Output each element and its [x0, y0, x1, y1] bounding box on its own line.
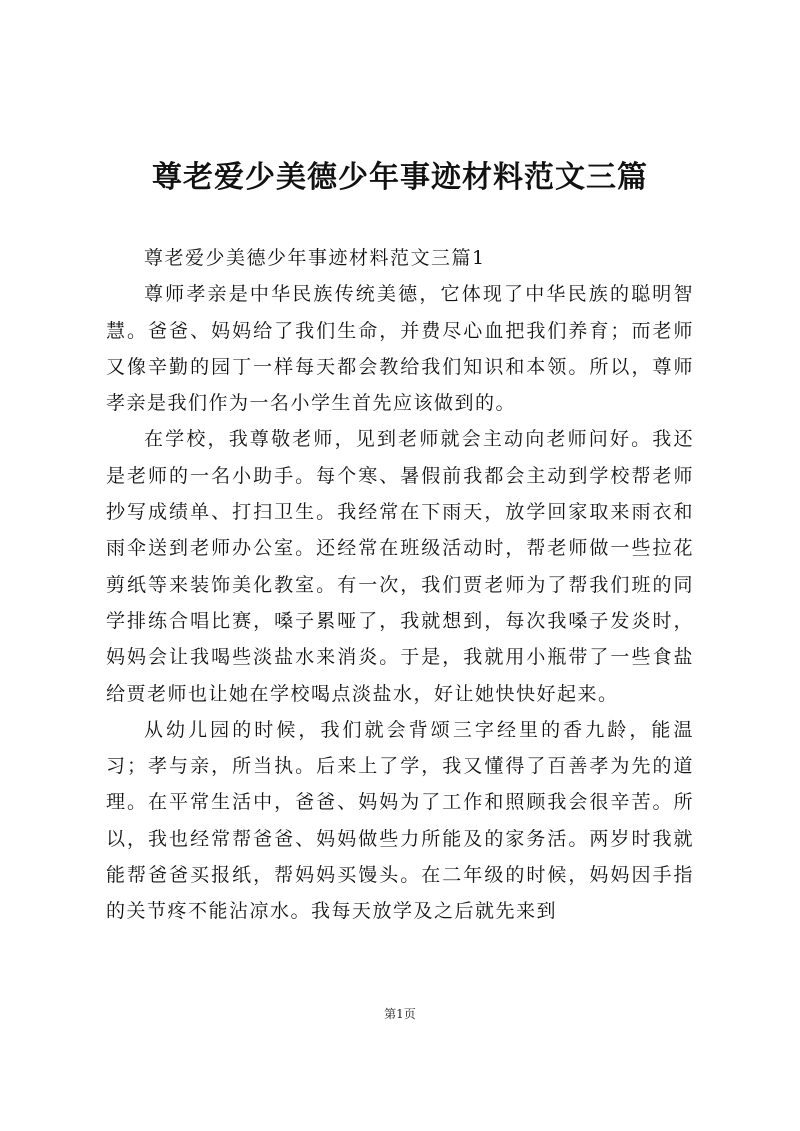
- page-number: 第1页: [384, 1007, 416, 1021]
- paragraph: 尊师孝亲是中华民族传统美德，它体现了中华民族的聪明智慧。爸爸、妈妈给了我们生命，并费尽心血把我们养育；而老师又像辛勤的园丁一样每天都会教给我们知识和本领。所以，尊师孝亲是我们作为一名小学生首先应该做到的。: [106, 283, 694, 415]
- document-body: [106, 240, 694, 930]
- document-title: 尊老爱少美德少年事迹材料范文三篇: [152, 160, 648, 195]
- paragraph: 从幼儿园的时候，我们就会背颂三字经里的香九龄，能温习；孝与亲，所当执。后来上了学，我又懂得了百善孝为先的道理。在平常生活中，爸爸、妈妈为了工作和照顾我会很辛苦。所以，我也经常帮爸爸、妈妈做些力所能及的家务活。两岁时我就能帮爸爸买报纸，帮妈妈买馒头。在二年级的时候，妈妈因手指的关节疼不能沾凉水。我每天放学及之后就先来到: [106, 718, 694, 923]
- section-heading: 尊老爱少美德少年事迹材料范文三篇1: [144, 247, 486, 269]
- paragraph: 在学校，我尊敬老师，见到老师就会主动向老师问好。我还是老师的一名小助手。每个寒、暑假前我都会主动到学校帮老师抄写成绩单、打扫卫生。我经常在下雨天，放学回家取来雨衣和雨伞送到老师办公室。还经常在班级活动时，帮老师做一些拉花剪纸等来装饰美化教室。有一次，我们贾老师为了帮我们班的同学排练合唱比赛，嗓子累哑了，我就想到，每次我嗓子发炎时，妈妈会让我喝些淡盐水来消炎。于是，我就用小瓶带了一些食盐给贾老师也让她在学校喝点淡盐水，好让她快快好起来。: [106, 428, 694, 705]
